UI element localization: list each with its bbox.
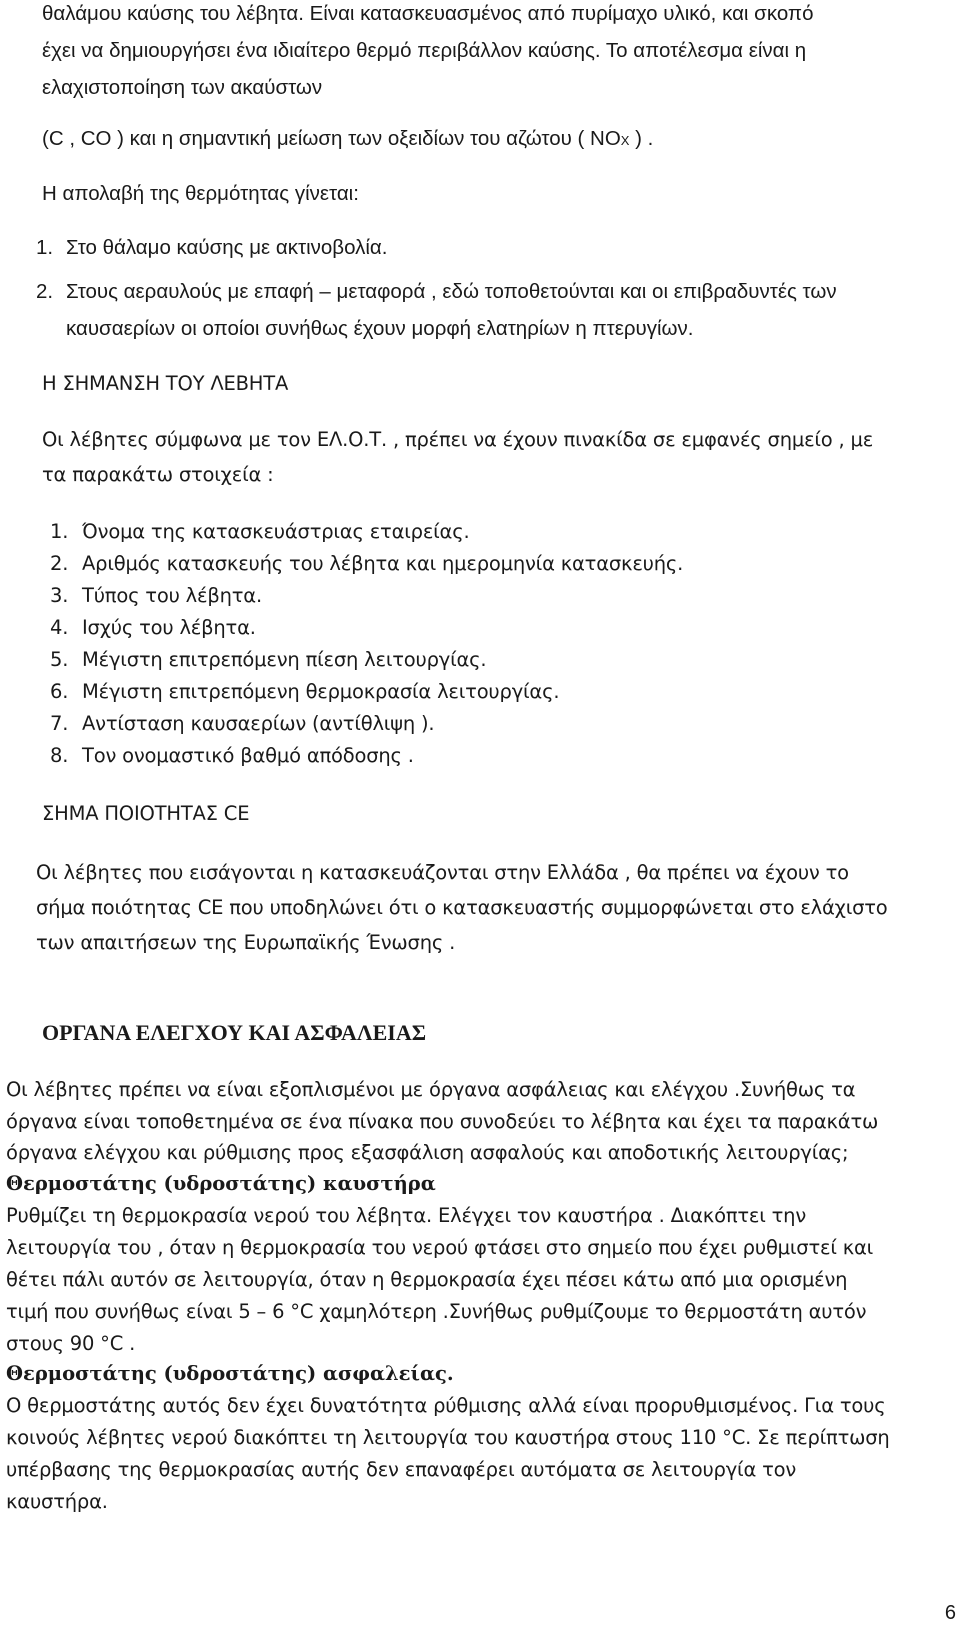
safety-line-1: Ο θερμοστάτης αυτός δεν έχει δυνατότητα ρύθμισης αλλά είναι προρυθμισμένος. Για τους xyxy=(6,1394,886,1417)
marking-item-4-text: Ισχύς του λέβητα. xyxy=(82,616,256,639)
safety-line-3: υπέρβασης της θερμοκρασίας αυτής δεν επαναφέρει αυτόματα σε λειτουργία τον xyxy=(6,1458,797,1481)
burner-line-4: τιμή που συνήθως είναι 5 – 6 °C χαμηλότερη .Συνήθως ρυθμίζουμε το θερμοστάτη αυτόν xyxy=(6,1300,867,1323)
burner-line-1: Ρυθμίζει τη θερμοκρασία νερού του λέβητα. Ελέγχει τον καυστήρα . Διακόπτει την xyxy=(6,1204,807,1227)
marking-item-3-text: Τύπος του λέβητα. xyxy=(82,584,262,607)
page-number: 6 xyxy=(944,1602,956,1624)
marking-item-3-num: 3. xyxy=(50,584,69,607)
marking-item-8-text: Τον ονομαστικό βαθμό απόδοσης . xyxy=(82,744,414,767)
heat-item-2-num: 2. xyxy=(36,280,54,303)
ce-line-3: των απαιτήσεων της Ευρωπαϊκής Ένωσης . xyxy=(36,931,456,954)
safety-thermostat-heading: Θερμοστάτης (υδροστάτης) ασφαλείας. xyxy=(6,1362,454,1385)
marking-item-7 xyxy=(50,712,434,735)
marking-item-3 xyxy=(50,584,262,607)
heat-item-2-continued: καυσαερίων οι οποίοι συνήθως έχουν μορφή ελατηρίων η πτερυγίων. xyxy=(66,317,694,340)
marking-item-6-num: 6. xyxy=(50,680,69,703)
marking-item-1-text: Όνομα της κατασκευάστριας εταιρείας. xyxy=(82,520,470,543)
instruments-line-3: όργανα ελέγχου και ρύθμισης προς εξασφάλιση ασφαλούς και αποδοτικής λειτουργίας; xyxy=(6,1141,849,1164)
marking-heading: Η ΣΗΜΑΝΣΗ ΤΟΥ ΛΕΒΗΤΑ xyxy=(42,372,289,395)
marking-item-2-num: 2. xyxy=(50,552,69,575)
burner-line-5: στους 90 °C . xyxy=(6,1332,136,1355)
heat-item-1 xyxy=(36,236,387,260)
marking-item-5 xyxy=(50,648,486,671)
burner-line-2: λειτουργία του , όταν η θερμοκρασία του νερού φτάσει στο σημείο που έχει ρυθμιστεί και xyxy=(6,1236,874,1259)
marking-para-line-2: τα παρακάτω στοιχεία : xyxy=(42,463,274,486)
safety-line-2: κοινούς λέβητες νερού διακόπτει τη λειτουργία του καυστήρα στους 110 °C. Σε περίπτωση xyxy=(6,1426,890,1449)
ce-line-1: Οι λέβητες που εισάγονται η κατασκευάζονται στην Ελλάδα , θα πρέπει να έχουν το xyxy=(36,861,849,884)
marking-item-5-text: Μέγιστη επιτρεπόμενη πίεση λειτουργίας. xyxy=(82,648,487,671)
heat-item-2 xyxy=(36,280,837,304)
marking-item-2-text: Αριθμός κατασκευής του λέβητα και ημερομηνία κατασκευής. xyxy=(82,552,684,575)
instruments-heading: ΟΡΓΑΝΑ ΕΛΕΓΧΟΥ ΚΑΙ ΑΣΦΑΛΕΙΑΣ xyxy=(42,1020,427,1045)
heat-absorption-title: Η απολαβή της θερμότητας γίνεται: xyxy=(42,182,359,205)
ce-heading: ΣΗΜΑ ΠΟΙΟΤΗΤΑΣ CE xyxy=(42,802,250,825)
marking-item-4 xyxy=(50,616,256,639)
ce-line-2: σήμα ποιότητας CE που υποδηλώνει ότι ο κατασκευαστής συμμορφώνεται στο ελάχιστο xyxy=(36,896,888,919)
marking-para-line-1: Οι λέβητες σύμφωνα με τον ΕΛ.Ο.Τ. , πρέπει να έχουν πινακίδα σε εμφανές σημείο , με xyxy=(42,428,874,451)
safety-line-4: καυστήρα. xyxy=(6,1490,108,1513)
marking-item-8 xyxy=(50,744,414,767)
marking-item-7-num: 7. xyxy=(50,712,69,735)
intro-line-3: ελαχιστοποίηση των ακαύστων xyxy=(42,76,323,99)
marking-item-6-text: Μέγιστη επιτρεπόμενη θερμοκρασία λειτουργίας. xyxy=(82,680,560,703)
marking-item-6 xyxy=(50,680,559,703)
heat-item-1-num: 1. xyxy=(36,236,54,259)
intro-line-2: έχει να δημιουργήσει ένα ιδιαίτερο θερμό περιβάλλον καύσης. Το αποτέλεσμα είναι η xyxy=(42,39,807,62)
marking-item-1-num: 1. xyxy=(50,520,69,543)
marking-item-1 xyxy=(50,520,469,543)
intro-line-4-post: ) . xyxy=(629,127,654,150)
marking-item-8-num: 8. xyxy=(50,744,69,767)
intro-line-4 xyxy=(42,127,653,151)
marking-item-4-num: 4. xyxy=(50,616,69,639)
heat-item-1-text: Στο θάλαμο καύσης με ακτινοβολία. xyxy=(66,236,388,259)
burner-line-3: θέτει πάλι αυτόν σε λειτουργία, όταν η θερμοκρασία έχει πέσει κάτω από μια ορισμένη xyxy=(6,1268,848,1291)
nox-subscript: X xyxy=(620,133,630,148)
burner-thermostat-heading: Θερμοστάτης (υδροστάτης) καυστήρα xyxy=(6,1172,436,1195)
heat-item-2-text: Στους αεραυλούς με επαφή – μεταφορά , εδώ τοποθετούνται και οι επιβραδυντές των xyxy=(66,280,837,303)
intro-line-4-pre: (C , CO ) και η σημαντική μείωση των οξειδίων του αζώτου ( NO xyxy=(42,127,621,150)
marking-item-5-num: 5. xyxy=(50,648,69,671)
instruments-line-2: όργανα είναι τοποθετημένα σε ένα πίνακα που συνοδεύει το λέβητα και έχει τα παρακάτω xyxy=(6,1110,879,1133)
marking-item-7-text: Αντίσταση καυσαερίων (αντίθλιψη ). xyxy=(82,712,435,735)
marking-item-2 xyxy=(50,552,683,575)
intro-line-1: θαλάμου καύσης του λέβητα. Είναι κατασκευασμένος από πυρίμαχο υλικό, και σκοπό xyxy=(42,2,814,25)
instruments-line-1: Οι λέβητες πρέπει να είναι εξοπλισμένοι με όργανα ασφάλειας και ελέγχου .Συνήθως τα xyxy=(6,1078,856,1101)
